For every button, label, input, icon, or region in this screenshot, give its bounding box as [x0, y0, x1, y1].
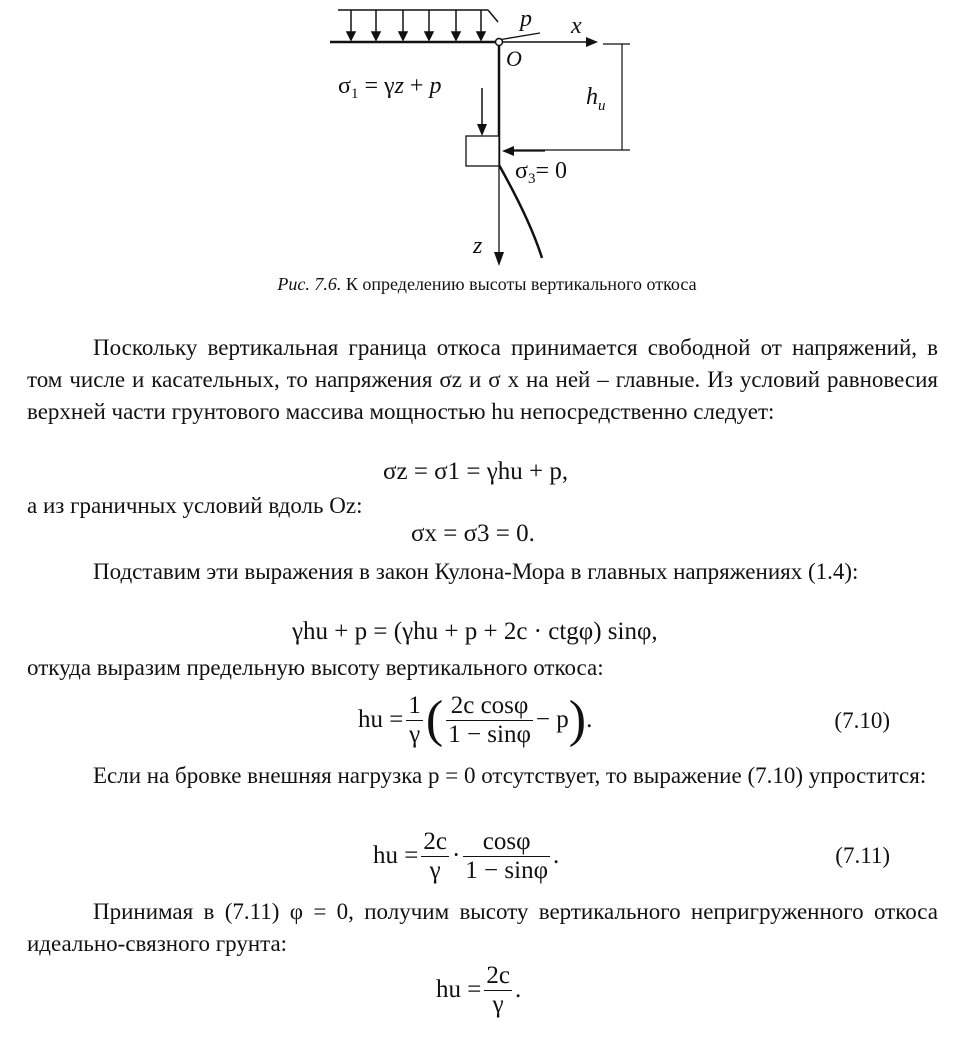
paragraph-3: Подставим эти выражения в закон Кулона-Мора в главных напряжениях (1.4):: [93, 559, 859, 584]
z-axis-arrowhead: [494, 252, 504, 266]
equation-number-7-11: (7.11): [835, 843, 890, 868]
eq4-frac1-num: 1: [408, 691, 421, 719]
eq5-lhs: hu =: [373, 842, 419, 869]
eq4-close-paren: ): [568, 691, 587, 748]
eq6-lhs: hu =: [436, 976, 482, 1003]
origin-point: [496, 39, 503, 46]
eq4-frac2-num: 2c cosφ: [446, 692, 533, 721]
eq4-lhs: hu =: [358, 706, 404, 733]
sigma1-arrowhead: [477, 124, 487, 136]
paragraph-2: а из граничных условий вдоль Oz:: [27, 493, 363, 518]
origin-label: O: [506, 46, 522, 71]
load-slant-line: [488, 10, 498, 22]
eq5-fraction-1: [421, 828, 449, 885]
soil-element: [466, 136, 499, 166]
slope-diagram: [0, 0, 974, 270]
eq5-frac2-num: cosφ: [463, 828, 550, 857]
equation-sigma-x: σx = σ3 = 0.: [411, 520, 535, 547]
eq5-fraction-2: [463, 828, 550, 885]
eq6-frac-num: 2c: [486, 961, 510, 989]
eq4-frac1-den: γ: [409, 720, 421, 748]
equation-coulomb-mohr: γhu + p = (γhu + p + 2c · ctgφ) sinφ,: [292, 618, 658, 645]
x-axis-arrowhead: [586, 37, 598, 47]
sigma1-label: $\sigma_1 = \gamma z + p$: [338, 73, 442, 102]
eq4-end: .: [586, 706, 593, 733]
eq4-tail: − p: [535, 706, 569, 733]
eq5-dot: ·: [451, 842, 461, 869]
eq5-frac1-den: γ: [429, 856, 441, 884]
equation-7-10: [358, 688, 592, 752]
eq5-frac2-den: 1 − sinφ: [465, 856, 548, 884]
sigma3-arrowhead: [502, 146, 514, 156]
eq6-frac-den: γ: [492, 990, 504, 1018]
hu-label: $h_u$: [586, 84, 606, 114]
paragraph-4: откуда выразим предельную высоту вертикального откоса:: [27, 655, 604, 680]
eq6-fraction: [484, 962, 512, 1019]
caption-prefix: Рис. 7.6.: [277, 274, 342, 294]
caption-text: К определению высоты вертикального откоса: [341, 274, 697, 294]
sigma3-label: $\sigma_3= 0$: [515, 158, 567, 187]
eq6-end: .: [514, 976, 522, 1003]
x-axis-label: x: [571, 13, 582, 39]
paragraph-5: Если на бровке внешняя нагрузка p = 0 отсутствует, то выражение (7.10) упростится:: [93, 763, 927, 788]
eq4-fraction-2: [446, 692, 533, 749]
load-arrows: [347, 10, 485, 40]
eq4-fraction-1: [406, 692, 423, 749]
equation-number-7-10: (7.10): [834, 708, 890, 733]
equation-sigma-z: σz = σ1 = γhu + p,: [383, 458, 569, 485]
eq5-end: .: [553, 842, 560, 869]
paragraph-6: Принимая в (7.11) φ = 0, получим высоту вертикального непригруженного откоса идеально-связного грунта:: [27, 899, 938, 956]
p-label: p: [520, 6, 532, 32]
equation-ideal-cohesive: [436, 958, 521, 1022]
p-pointer-line: [498, 33, 540, 40]
figure-caption: [0, 274, 974, 295]
z-axis-label: z: [473, 233, 483, 259]
eq4-open-paren: (: [425, 691, 444, 748]
eq4-frac2-den: 1 − sinφ: [448, 720, 531, 748]
paragraph-1: Поскольку вертикальная граница откоса принимается свободной от напряжений, в том числе и касательных, то напряжения σz и σ x на ней – главные. Из условий равновесия верхней части грунтового массива мощностью hu непосредственно следует:: [27, 335, 938, 424]
eq5-frac1-num: 2c: [423, 827, 447, 855]
equation-7-11: [373, 824, 559, 888]
